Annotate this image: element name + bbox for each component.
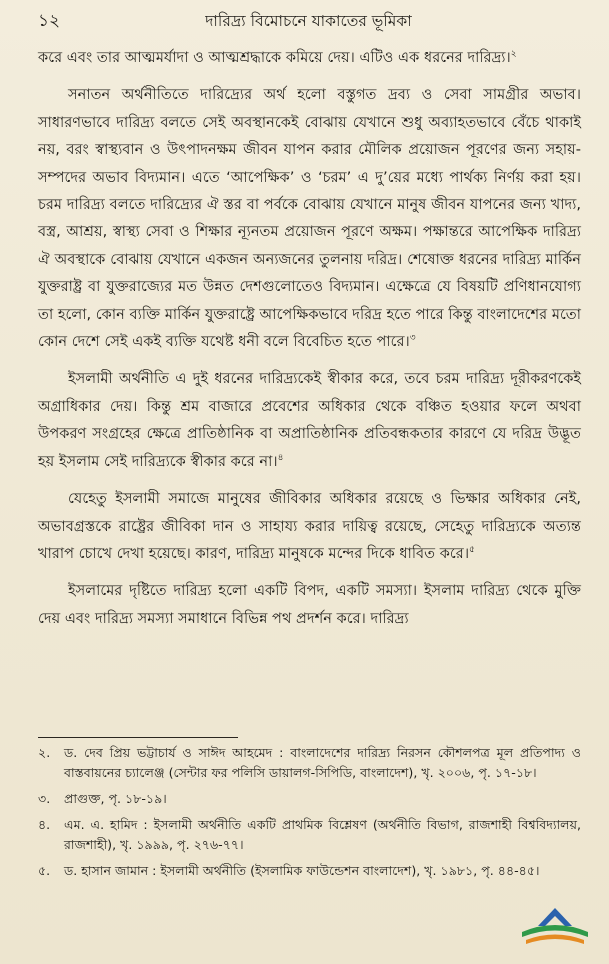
footnote: [38, 743, 581, 783]
running-header: [38, 8, 579, 36]
footnote-text: এম. এ. হামিদ : ইসলামী অর্থনীতি একটি প্রাথমিক বিশ্লেষণ (অর্থনীতি বিভাগ, রাজশাহী বিশ্ববিদ্যালয়, রাজশাহী), খৃ. ১৯৯৯, পৃ. ২৭৬-৭৭।: [64, 817, 581, 852]
footnote-text: প্রাগুক্ত, পৃ. ১৮-১৯।: [64, 791, 167, 806]
footnote-number: ২.: [38, 745, 51, 760]
footnote-divider: [38, 737, 238, 738]
paragraph-text: সনাতন অর্থনীতিতে দারিদ্র্যের অর্থ হলো বস্তুগত দ্রব্য ও সেবা সামগ্রীর অভাব। সাধারণভাবে দারিদ্র্য বলতে সেই অবস্থানকেই বোঝায় যেখানে শুধু অব্যাহতভাবে বেঁচে থাকাই নয়, বরং স্বাস্থ্যবান ও উৎপাদনক্ষম জীবন যাপন করার মৌলিক প্রয়োজন পূরণের জন্য সহায়-সম্পদের অভাব বিদ্যমান। এতে ‘আপেক্ষিক’ ও ‘চরম’ এ দু’য়ের মধ্যে পার্থক্য নির্ণয় করা হয়। চরম দারিদ্র্য বলতে দারিদ্র্যের ঐ স্তর বা পর্বকে বোঝায় যেখানে মানুষ জীবন যাপনের জন্য খাদ্য, বস্ত্র, আশ্রয়, স্বাস্থ্য সেবা ও শিক্ষার ন্যূনতম প্রয়োজন পূরণে অক্ষম। পক্ষান্তরে আপেক্ষিক দারিদ্র্য ঐ অবস্থাকে বোঝায় যেখানে একজন অন্যজনের তুলনায় দরিদ্র। শেষোক্ত ধরনের দারিদ্র্য মার্কিন যুক্তরাষ্ট্র বা যুক্তরাজ্যের মত উন্নত দেশগুলোতেও বিদ্যমান। এক্ষেত্রে যে বিষয়টি প্রণিধানযোগ্য তা হলো, কোন ব্যক্তি মার্কিন যুক্তরাষ্ট্রে আপেক্ষিকভাবে দরিদ্র হতে পারে কিন্তু বাংলাদেশের মতো কোন দেশে সেই একই ব্যক্তি যথেষ্ট ধনী বলে বিবেচিত হতে পারে।: [38, 86, 581, 351]
footnote-ref: ৩: [409, 333, 416, 344]
publisher-logo-icon: [518, 902, 592, 948]
logo-wave-orange: [526, 935, 584, 945]
footnote-number: ৪.: [38, 817, 51, 832]
paragraph: [38, 44, 581, 71]
footnote-ref: ৫: [469, 544, 475, 555]
footnote-text: ড. হাসান জামান : ইসলামী অর্থনীতি (ইসলামিক ফাউন্ডেশন বাংলাদেশ), খৃ. ১৯৮১, পৃ. ৪৪-৪৫।: [64, 863, 540, 878]
footnote-number: ৫.: [38, 863, 51, 878]
footnote: [38, 861, 581, 881]
body-text: [38, 44, 581, 642]
paragraph-text: ইসলামী অর্থনীতি এ দুই ধরনের দারিদ্র্যকেই স্বীকার করে, তবে চরম দারিদ্র্য দূরীকরণকেই অগ্রাধিকার দেয়। কিন্তু শ্রম বাজারে প্রবেশের অধিকার থেকে বঞ্চিত হওয়ার ফলে অথবা উপকরণ সংগ্রহের ক্ষেত্রে প্রাতিষ্ঠানিক বা অপ্রাতিষ্ঠানিক প্রতিবন্ধকতার কারণে যে দরিদ্র উদ্ভূত হয় ইসলাম সেই দারিদ্র্যকে স্বীকার করে না।: [38, 370, 581, 470]
footnotes: [38, 743, 581, 887]
footnote: [38, 789, 581, 809]
page-number: ১২: [38, 11, 61, 31]
paragraph: [38, 81, 581, 355]
paragraph-text: যেহেতু ইসলামী সমাজে মানুষের জীবিকার অধিকার রয়েছে ও ভিক্ষার অধিকার নেই, অভাবগ্রস্তকে রাষ্ট্রের জীবিকা দান ও সাহায্য করার দায়িত্ব রয়েছে, সেহেতু দারিদ্র্যকে অত্যন্ত খারাপ চোখে দেখা হয়েছে। কারণ, দারিদ্র্য মানুষকে মন্দের দিকে ধাবিত করে।: [38, 490, 581, 562]
logo-peak: [538, 908, 572, 926]
paragraph-text: ইসলামের দৃষ্টিতে দারিদ্র্য হলো একটি বিপদ, একটি সমস্যা। ইসলাম দারিদ্র্য থেকে মুক্তি দেয় এবং দারিদ্র্য সমস্যা সমাধানে বিভিন্ন পথ প্রদর্শন করে। দারিদ্র্য: [38, 582, 581, 627]
paragraph: [38, 485, 581, 567]
footnote: [38, 815, 581, 855]
paragraph-text: করে এবং তার আত্মমর্যাদা ও আত্মশ্রদ্ধাকে কমিয়ে দেয়। এটিও এক ধরনের দারিদ্র্য।: [38, 49, 511, 66]
footnote-ref: ৪: [277, 452, 284, 463]
running-title: দারিদ্র্য বিমোচনে যাকাতের ভূমিকা: [205, 12, 412, 30]
footnote-ref: ২: [510, 49, 517, 59]
paragraph: [38, 365, 581, 475]
footnote-number: ৩.: [38, 791, 51, 806]
paragraph: [38, 577, 581, 632]
footnote-text: ড. দেব প্রিয় ভট্টাচার্য ও সাঈদ আহমেদ : বাংলাদেশের দারিদ্র্য নিরসন কৌশলপত্র মূল প্রতিপাদ্য ও বাস্তবায়নের চ্যালেঞ্জ (সেন্টার ফর পলিসি ডায়ালগ-সিপিডি, বাংলাদেশ), খৃ. ২০০৬, পৃ. ১৭-১৮।: [64, 745, 581, 780]
